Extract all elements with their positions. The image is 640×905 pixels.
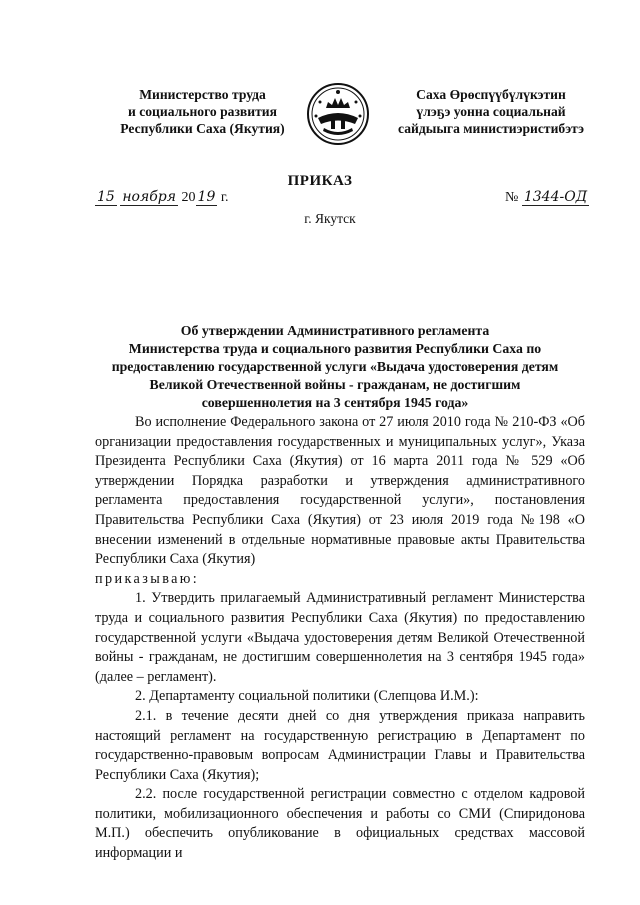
heading-line: Великой Отечественной войны - гражданам, не достигшим [149,377,521,392]
ministry-name-yakut [396,86,586,137]
item-1-paragraph: 1. Утвердить прилагаемый Административный регламент Министерства труда и социального развития Республики Саха (Якутия) по предоставлению государственной услуги «Выдача удостоверения детям Великой Отечественной войны - гражданам, не достигшим совершеннолетия на 3 сентября 1945 года» (далее – регламент). [95,590,585,685]
date-year-prefix: 20 [181,190,196,205]
order-heading [95,322,575,412]
item-2-2-paragraph: 2.2. после государственной регистрации совместно с отделом кадровой политики, мобилизационного обеспечения и работы со СМИ (Спиридонова М.П.) обеспечить опубликование в официальных средствах массовой информации и [95,786,585,862]
number-prefix: № [505,190,519,205]
ministry-name-line: Республики Саха (Якутия) [120,121,285,136]
heading-line: Об утверждении Административного регламента [180,323,490,338]
item-2-paragraph: 2. Департаменту социальной политики (Слепцова И.М.): [135,688,479,705]
handwritten-year: 19 [197,189,216,205]
ministry-name-line: и социального развития [128,104,277,119]
ministry-name-russian [100,86,305,137]
ministry-name-line: сайдыыга министиэристибэтэ [398,121,584,136]
order-city: г. Якутск [304,211,356,226]
order-number [505,189,589,206]
heading-line: совершеннолетия на 3 сентября 1945 года» [201,395,469,410]
coat-of-arms-emblem-icon [306,82,370,146]
ministry-name-line: үлэҕэ уонна социальнай [416,104,566,119]
heading-line: предоставлению государственной услуги «Выдача удостоверения детям [111,359,559,374]
ministry-name-line: Министерство труда [139,87,266,102]
ministry-name-line: Саха Өрөспүүбүлүкэтин [416,87,566,102]
order-date [95,189,229,206]
item-2-1-paragraph: 2.1. в течение десяти дней со дня утверждения приказа направить настоящий регламент на государственную регистрацию в Департамент по государственно-правовым вопросам Администрации Главы и Правительства Республики Саха (Якутия); [95,707,585,783]
preamble-paragraph: Во исполнение Федерального закона от 27 июля 2010 года № 210-ФЗ «Об организации предоставления государственных и муниципальных услуг», Указа Президента Республики Саха (Якутия) от 16 марта 2011 года № 529 «Об утверждении Порядка разработки и утверждения административного регламента предоставления государственной услуги», постановления Правительства Республики Саха (Якутия) от 23 июля 2019 года №198 «О внесении изменений в отдельные нормативные правовые акты Правительства Республики Саха (Якутия) [95,414,585,568]
handwritten-number: 1344-ОД [523,189,588,205]
handwritten-month: ноября [122,189,177,205]
order-word: приказываю: [95,570,200,587]
heading-line: Министерства труда и социального развития Республики Саха по [128,341,542,356]
order-title: ПРИКАЗ [287,173,353,189]
date-suffix: г. [220,190,229,205]
handwritten-day: 15 [97,189,115,205]
order-body [95,413,585,864]
